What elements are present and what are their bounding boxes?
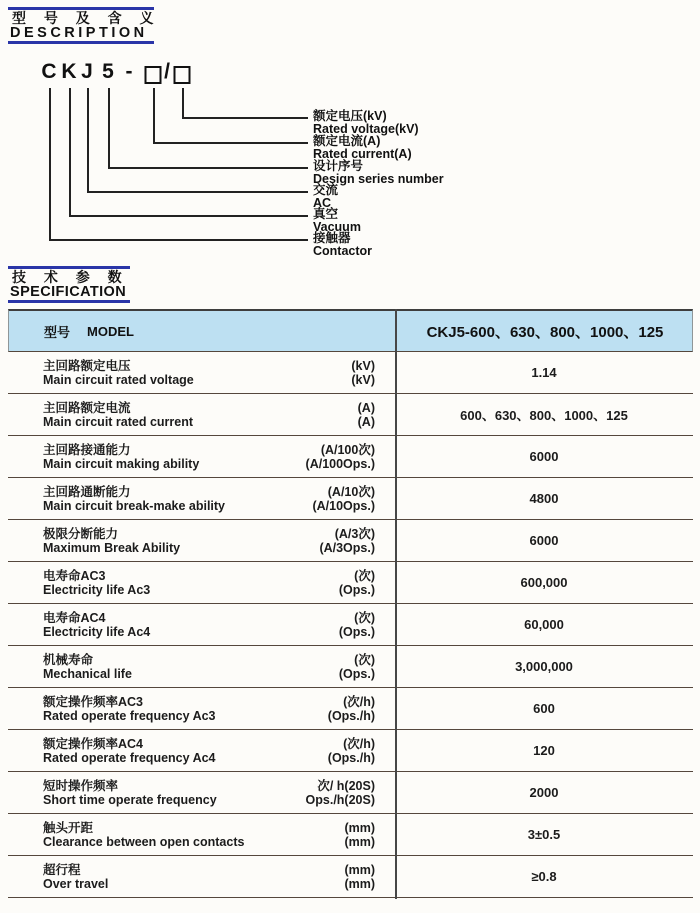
parameter-unit-cn: (次) <box>354 569 375 583</box>
parameter-unit-cn: (A/3次) <box>334 527 375 541</box>
diagram-label-cn: 额定电压(kV) <box>313 109 387 123</box>
parameter-name <box>43 443 199 471</box>
diagram-label-en: Rated current(A) <box>313 147 412 161</box>
parameter-name-cn: 电寿命AC3 <box>43 569 106 583</box>
parameter-name-en: Short time operate frequency <box>43 793 217 807</box>
parameter-name-cn: 主回路额定电压 <box>43 359 131 373</box>
parameter-value: 600 <box>533 701 555 716</box>
parameter-unit <box>339 653 375 681</box>
connector-line-horizontal <box>108 167 308 169</box>
diagram-label-en: Rated voltage(kV) <box>313 122 419 136</box>
parameter-name-cn: 超行程 <box>43 863 81 877</box>
parameter-name <box>43 695 216 723</box>
diagram-label-cn: 真空 <box>313 207 339 221</box>
parameter-unit-cn: (次) <box>354 611 375 625</box>
parameter-unit <box>344 863 375 891</box>
parameter-value: 60,000 <box>524 617 564 632</box>
parameter-unit-en: (mm) <box>344 835 375 849</box>
diagram-label-cn: 交流 <box>313 183 339 197</box>
table-row <box>8 562 693 604</box>
parameter-value: ≥0.8 <box>531 869 557 884</box>
connector-line-vertical <box>49 88 51 241</box>
parameter-unit-en: (A) <box>357 415 375 429</box>
parameter-name <box>43 737 216 765</box>
parameter-unit <box>306 779 375 807</box>
parameter-unit-en: (Ops./h) <box>327 751 375 765</box>
specification-title-cn: 技 术 参 数 <box>12 269 129 285</box>
parameter-name <box>43 779 217 807</box>
parameter-name <box>43 527 180 555</box>
table-row <box>8 856 693 898</box>
parameter-name <box>43 569 150 597</box>
connector-line-horizontal <box>69 215 308 217</box>
parameter-unit-en: (mm) <box>344 877 375 891</box>
table-row <box>8 352 693 394</box>
model-placeholder-box <box>145 66 162 84</box>
description-title-cn: 型 号 及 含 义 <box>12 10 161 26</box>
parameter-unit <box>358 401 375 429</box>
spec-table-header-row <box>8 309 693 352</box>
diagram-label-en: Vacuum <box>313 220 361 234</box>
parameter-name <box>43 653 132 681</box>
connector-line-horizontal <box>153 142 308 144</box>
model-dash: - <box>125 60 133 83</box>
parameter-name-cn: 主回路接通能力 <box>43 443 131 457</box>
parameter-value: 600,000 <box>520 575 568 590</box>
parameter-unit <box>339 611 375 639</box>
parameter-name <box>43 359 194 387</box>
parameter-unit-en: (A/100Ops.) <box>305 457 375 471</box>
table-row <box>8 520 693 562</box>
parameter-name <box>43 863 108 891</box>
parameter-name-cn: 主回路额定电流 <box>43 401 131 415</box>
blue-rule-bottom <box>8 300 130 303</box>
model-code-diagram <box>0 0 700 266</box>
parameter-unit-en: Ops./h(20S) <box>305 793 375 807</box>
connector-line-vertical <box>182 88 184 119</box>
table-row <box>8 436 693 478</box>
connector-line-vertical <box>87 88 89 193</box>
table-row <box>8 730 693 772</box>
spec-table <box>8 309 693 899</box>
parameter-unit <box>328 695 375 723</box>
parameter-unit <box>339 569 375 597</box>
parameter-unit-en: (Ops.) <box>338 583 375 597</box>
parameter-name <box>43 821 244 849</box>
parameter-unit-en: (Ops./h) <box>327 709 375 723</box>
table-row <box>8 772 693 814</box>
parameter-name-cn: 额定操作频率AC4 <box>43 737 144 751</box>
table-row <box>8 646 693 688</box>
model-value-cell: CKJ5-600、630、800、1000、125 <box>426 323 664 341</box>
diagram-label-cn: 设计序号 <box>313 159 364 173</box>
parameter-unit-cn: (A) <box>357 401 375 415</box>
parameter-unit-en: (Ops.) <box>338 667 375 681</box>
parameter-unit <box>351 359 375 387</box>
connector-line-vertical <box>69 88 71 217</box>
parameter-unit-cn: (次/h) <box>343 737 375 751</box>
parameter-value: 2000 <box>529 785 559 800</box>
parameter-name <box>43 611 150 639</box>
parameter-name-cn: 主回路通断能力 <box>43 485 131 499</box>
diagram-label-en: AC <box>313 196 332 210</box>
parameter-unit-en: (A/3Ops.) <box>319 541 375 555</box>
specification-section-header <box>8 266 130 303</box>
parameter-name-cn: 机械寿命 <box>43 653 94 667</box>
parameter-name-cn: 电寿命AC4 <box>43 611 106 625</box>
parameter-name-en: Electricity life Ac4 <box>43 625 151 639</box>
parameter-value: 600、630、800、1000、125 <box>460 408 628 423</box>
parameter-name-en: Electricity life Ac3 <box>43 583 151 597</box>
model-label-cn: 型号 <box>44 324 71 340</box>
parameter-name-en: Rated operate frequency Ac4 <box>43 751 216 765</box>
parameter-unit-cn: (mm) <box>344 863 375 877</box>
parameter-unit <box>319 527 375 555</box>
connector-line-horizontal <box>49 239 308 241</box>
model-placeholder-box <box>174 66 191 84</box>
parameter-name-en: Main circuit break-make ability <box>43 499 226 513</box>
parameter-name-en: Main circuit making ability <box>43 457 200 471</box>
parameter-value: 1.14 <box>531 365 557 380</box>
diagram-label-cn: 额定电流(A) <box>313 134 381 148</box>
diagram-label-cn: 接触器 <box>313 231 351 245</box>
parameter-name-en: Mechanical life <box>43 667 132 681</box>
parameter-unit <box>328 737 375 765</box>
parameter-name-en: Main circuit rated current <box>43 415 194 429</box>
spec-table-body <box>8 352 693 898</box>
parameter-name-en: Main circuit rated voltage <box>43 373 194 387</box>
parameter-value: 3,000,000 <box>515 659 573 674</box>
description-title-en: DESCRIPTION <box>10 25 148 41</box>
parameter-value: 3±0.5 <box>527 827 561 842</box>
parameter-unit-en: (Ops.) <box>338 625 375 639</box>
table-row <box>8 478 693 520</box>
connector-line-horizontal <box>182 117 308 119</box>
parameter-name-en: Over travel <box>43 877 109 891</box>
parameter-unit-en: (kV) <box>351 373 375 387</box>
parameter-value: 6000 <box>529 533 559 548</box>
parameter-name-en: Clearance between open contacts <box>43 835 245 849</box>
parameter-unit-cn: (kV) <box>351 359 375 373</box>
specification-title-en: SPECIFICATION <box>10 284 127 300</box>
parameter-value: 6000 <box>529 449 559 464</box>
table-column-divider <box>395 309 397 899</box>
diagram-label-en: Design series number <box>313 172 444 186</box>
model-char: C <box>41 60 57 83</box>
parameter-unit-cn: (A/10次) <box>327 485 375 499</box>
parameter-unit <box>306 443 375 471</box>
model-label-en: MODEL <box>87 323 134 339</box>
parameter-name-cn: 触头开距 <box>43 821 94 835</box>
parameter-value: 4800 <box>529 491 559 506</box>
parameter-name-en: Maximum Break Ability <box>43 541 181 555</box>
model-header-cell <box>9 322 134 341</box>
model-slash: / <box>164 60 170 83</box>
parameter-name <box>43 401 193 429</box>
parameter-name-en: Rated operate frequency Ac3 <box>43 709 216 723</box>
table-row <box>8 814 693 856</box>
parameter-unit-en: (A/10Ops.) <box>312 499 375 513</box>
parameter-unit-cn: (A/100次) <box>320 443 375 457</box>
connector-line-vertical <box>108 88 110 169</box>
parameter-unit-cn: (次) <box>354 653 375 667</box>
model-char: J <box>81 60 93 83</box>
model-char: 5 <box>102 60 114 83</box>
parameter-name-cn: 极限分断能力 <box>43 527 119 541</box>
parameter-unit-cn: 次/ h(20S) <box>317 779 375 793</box>
connector-line-horizontal <box>87 191 308 193</box>
table-row <box>8 688 693 730</box>
diagram-label-en: Contactor <box>313 244 373 258</box>
parameter-name-cn: 额定操作频率AC3 <box>43 695 144 709</box>
table-row <box>8 394 693 436</box>
parameter-unit <box>312 485 375 513</box>
table-row <box>8 604 693 646</box>
parameter-name <box>43 485 225 513</box>
parameter-unit <box>344 821 375 849</box>
parameter-unit-cn: (mm) <box>344 821 375 835</box>
parameter-name-cn: 短时操作频率 <box>43 779 119 793</box>
model-char: K <box>61 60 77 83</box>
parameter-unit-cn: (次/h) <box>343 695 375 709</box>
connector-line-vertical <box>153 88 155 144</box>
parameter-value: 120 <box>533 743 555 758</box>
